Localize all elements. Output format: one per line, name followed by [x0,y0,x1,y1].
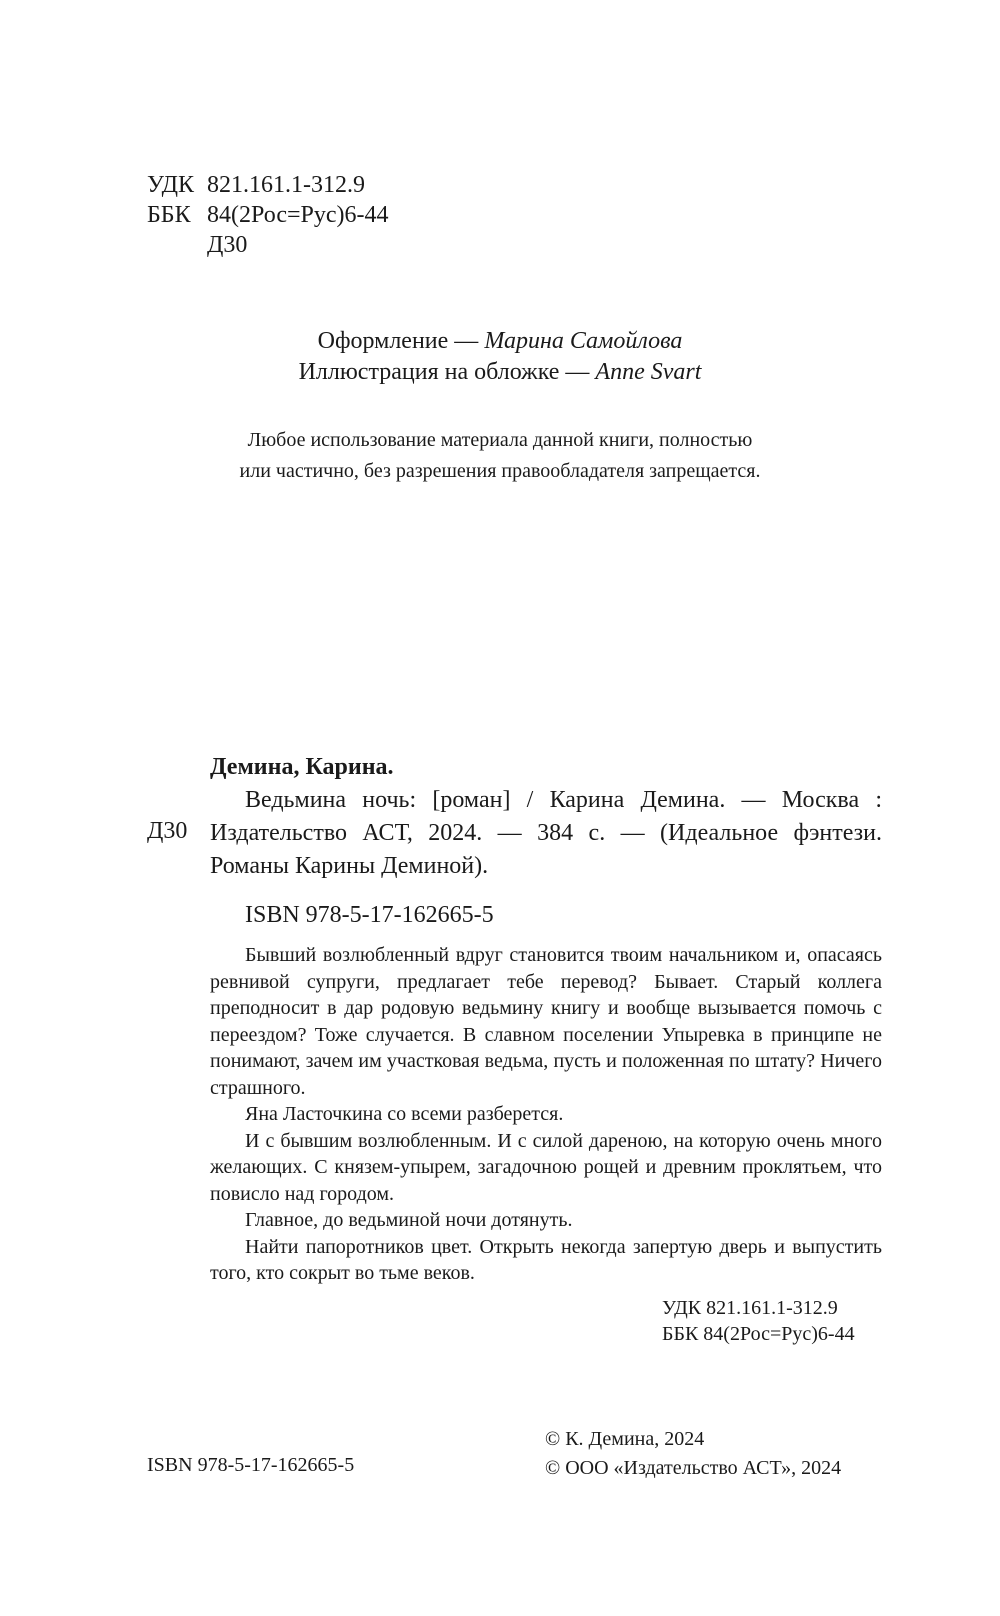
catalog-author: Демина, Карина. [210,754,394,780]
catalog-author-mark: Д30 [147,818,188,844]
rights-line-1: Любое использование материала данной книги, полностью [247,429,753,451]
udk-row [147,170,389,200]
illustration-name: Anne Svart [595,359,702,385]
author-mark-row [147,230,389,260]
annotation-paragraph: Яна Ласточкина со всеми разберется. [245,1103,564,1125]
illustration-credit [0,357,1000,388]
annotation-paragraph: Бывший возлюбленный вдруг становится твоим начальником и, опасаясь ревнивой супруги, предлагает тебе перевод? Бывает. Старый коллега преподносит в дар родовую ведьмину книгу и вообще вызывается помочь с переездом? Тоже случается. В славном поселении Упыревка в принципе не понимают, зачем им участковая ведьма, пусть и положенная по штату? Ничего страшного. [210,944,882,1099]
bbk-bottom: ББК 84(2Рос=Рус)6-44 [662,1323,855,1345]
copyright-block [545,1425,841,1483]
design-label: Оформление — [317,328,479,354]
annotation-paragraph: И с бывшим возлюбленным. И с силой дареною, на которую очень много желающих. С князем-упырем, загадочною рощей и древним проклятьем, что повисло над городом. [210,1129,882,1205]
isbn-bottom: ISBN 978-5-17-162665-5 [147,1454,355,1476]
annotation-paragraph: Главное, до ведьминой ночи дотянуть. [245,1209,573,1231]
catalog-description: Ведьмина ночь: [роман] / Карина Демина. — Москва : Издательство АСТ, 2024. — 384 с. — (Идеальное фэнтези. Романы Карины Деминой). [210,787,882,879]
annotation [210,942,882,1287]
design-credit [0,326,1000,357]
bbk-row [147,200,389,230]
annotation-paragraph: Найти папоротников цвет. Открыть некогда запертую дверь и выпустить того, кто сокрыт во тьме веков. [210,1235,882,1284]
design-name: Марина Самойлова [484,328,683,354]
rights-line-2: или частично, без разрешения правообладателя запрещается. [239,460,761,482]
classification-codes-top [147,170,389,260]
classification-codes-bottom [662,1295,855,1347]
rights-notice [0,425,1000,487]
illustration-label: Иллюстрация на обложке — [298,359,590,385]
copyright-publisher: © ООО «Издательство АСТ», 2024 [545,1457,842,1479]
credits [0,326,1000,388]
udk-bottom: УДК 821.161.1-312.9 [662,1297,838,1319]
udk-label: УДК [147,172,194,198]
catalog-isbn: ISBN 978-5-17-162665-5 [245,902,494,928]
author-mark-top: Д30 [207,232,248,258]
copyright-author: © К. Демина, 2024 [545,1428,705,1450]
bbk-value: 84(2Рос=Рус)6-44 [207,202,389,228]
bbk-label: ББК [147,202,191,228]
udk-value: 821.161.1-312.9 [207,172,365,198]
